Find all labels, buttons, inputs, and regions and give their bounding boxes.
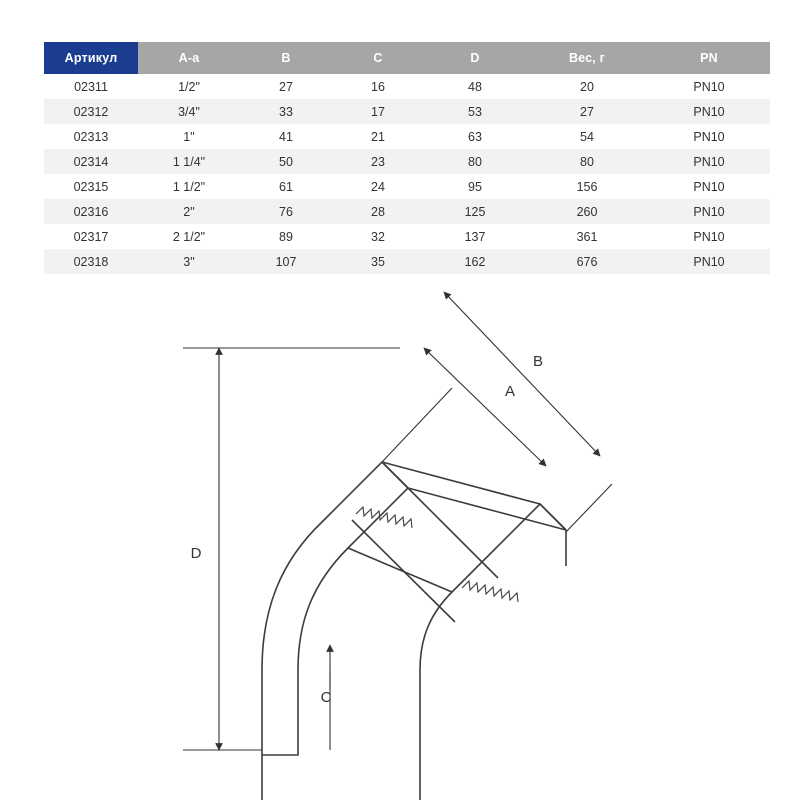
cell-article: 02312	[44, 99, 138, 124]
column-header-c: C	[332, 42, 424, 74]
dimension-b-label: B	[532, 353, 544, 370]
cell-a-a: 1 1/4"	[138, 149, 240, 174]
cell-article: 02315	[44, 174, 138, 199]
table-row	[44, 99, 770, 124]
table-row	[44, 224, 770, 249]
cell-d: 137	[424, 224, 526, 249]
cell-a-a: 3"	[138, 249, 240, 274]
cell-d: 53	[424, 99, 526, 124]
dimension-a	[424, 348, 546, 466]
cell-pn: PN10	[648, 149, 770, 174]
column-header-weight: Вес, г	[526, 42, 648, 74]
cell-pn: PN10	[648, 174, 770, 199]
cell-a-a: 1"	[138, 124, 240, 149]
cell-c: 32	[332, 224, 424, 249]
column-header-b: B	[240, 42, 332, 74]
dimension-a-label: A	[504, 383, 516, 400]
elbow-outer-wall	[262, 462, 408, 755]
cell-pn: PN10	[648, 99, 770, 124]
angled-socket-top-face-b	[408, 488, 566, 530]
cell-d: 162	[424, 249, 526, 274]
cell-c: 24	[332, 174, 424, 199]
spec-table	[44, 42, 770, 274]
cell-c: 23	[332, 149, 424, 174]
cell-pn: PN10	[648, 249, 770, 274]
cell-d: 80	[424, 149, 526, 174]
cell-article: 02311	[44, 74, 138, 99]
dimension-d	[183, 348, 400, 750]
cell-b: 33	[240, 99, 332, 124]
cell-a-a: 1 1/2"	[138, 174, 240, 199]
dimension-b-extension-bottom	[566, 484, 612, 532]
cell-weight: 361	[526, 224, 648, 249]
cell-weight: 156	[526, 174, 648, 199]
angled-socket-shoulder	[348, 548, 452, 592]
table-row	[44, 199, 770, 224]
angled-socket-inner-a	[396, 476, 498, 578]
cell-b: 107	[240, 249, 332, 274]
cell-article: 02318	[44, 249, 138, 274]
cell-a-a: 1/2"	[138, 74, 240, 99]
cell-d: 95	[424, 174, 526, 199]
technical-drawing	[0, 270, 800, 800]
table-row	[44, 124, 770, 149]
spec-table-container	[44, 42, 756, 274]
thread-hatching	[285, 507, 518, 800]
column-header-pn: PN	[648, 42, 770, 74]
elbow-inner-wall	[420, 504, 566, 755]
cell-pn: PN10	[648, 224, 770, 249]
cell-article: 02313	[44, 124, 138, 149]
cell-weight: 80	[526, 149, 648, 174]
column-header-d: D	[424, 42, 526, 74]
cell-article: 02314	[44, 149, 138, 174]
cell-weight: 20	[526, 74, 648, 99]
elbow-body-outline	[262, 462, 566, 800]
table-row	[44, 74, 770, 99]
cell-a-a: 2 1/2"	[138, 224, 240, 249]
cell-b: 61	[240, 174, 332, 199]
cell-d: 125	[424, 199, 526, 224]
table-row	[44, 149, 770, 174]
cell-weight: 54	[526, 124, 648, 149]
cell-d: 48	[424, 74, 526, 99]
table-row	[44, 174, 770, 199]
dimension-b-line	[444, 292, 600, 456]
dimension-c-label: C	[320, 689, 332, 706]
angled-socket-top-face-a	[382, 462, 540, 504]
spec-table-body	[44, 74, 770, 274]
lower-socket-outline	[262, 755, 420, 800]
cell-a-a: 2"	[138, 199, 240, 224]
cell-b: 41	[240, 124, 332, 149]
cell-b: 76	[240, 199, 332, 224]
cell-weight: 260	[526, 199, 648, 224]
dimension-a-line	[424, 348, 546, 466]
cell-b: 89	[240, 224, 332, 249]
cell-c: 21	[332, 124, 424, 149]
cell-b: 50	[240, 149, 332, 174]
dimension-b-extension-top	[382, 388, 452, 462]
cell-pn: PN10	[648, 199, 770, 224]
cell-c: 35	[332, 249, 424, 274]
cell-pn: PN10	[648, 74, 770, 99]
column-header-a-a: A-a	[138, 42, 240, 74]
cell-c: 28	[332, 199, 424, 224]
column-header-article: Артикул	[44, 42, 138, 74]
angled-socket-inner-b	[352, 520, 455, 622]
cell-weight: 27	[526, 99, 648, 124]
cell-article: 02316	[44, 199, 138, 224]
cell-pn: PN10	[648, 124, 770, 149]
cell-b: 27	[240, 74, 332, 99]
table-header-row	[44, 42, 770, 74]
cell-c: 17	[332, 99, 424, 124]
spec-table-head	[44, 42, 770, 74]
cell-c: 16	[332, 74, 424, 99]
cell-article: 02317	[44, 224, 138, 249]
cell-d: 63	[424, 124, 526, 149]
cell-weight: 676	[526, 249, 648, 274]
dimension-d-label: D	[190, 545, 202, 562]
cell-a-a: 3/4"	[138, 99, 240, 124]
